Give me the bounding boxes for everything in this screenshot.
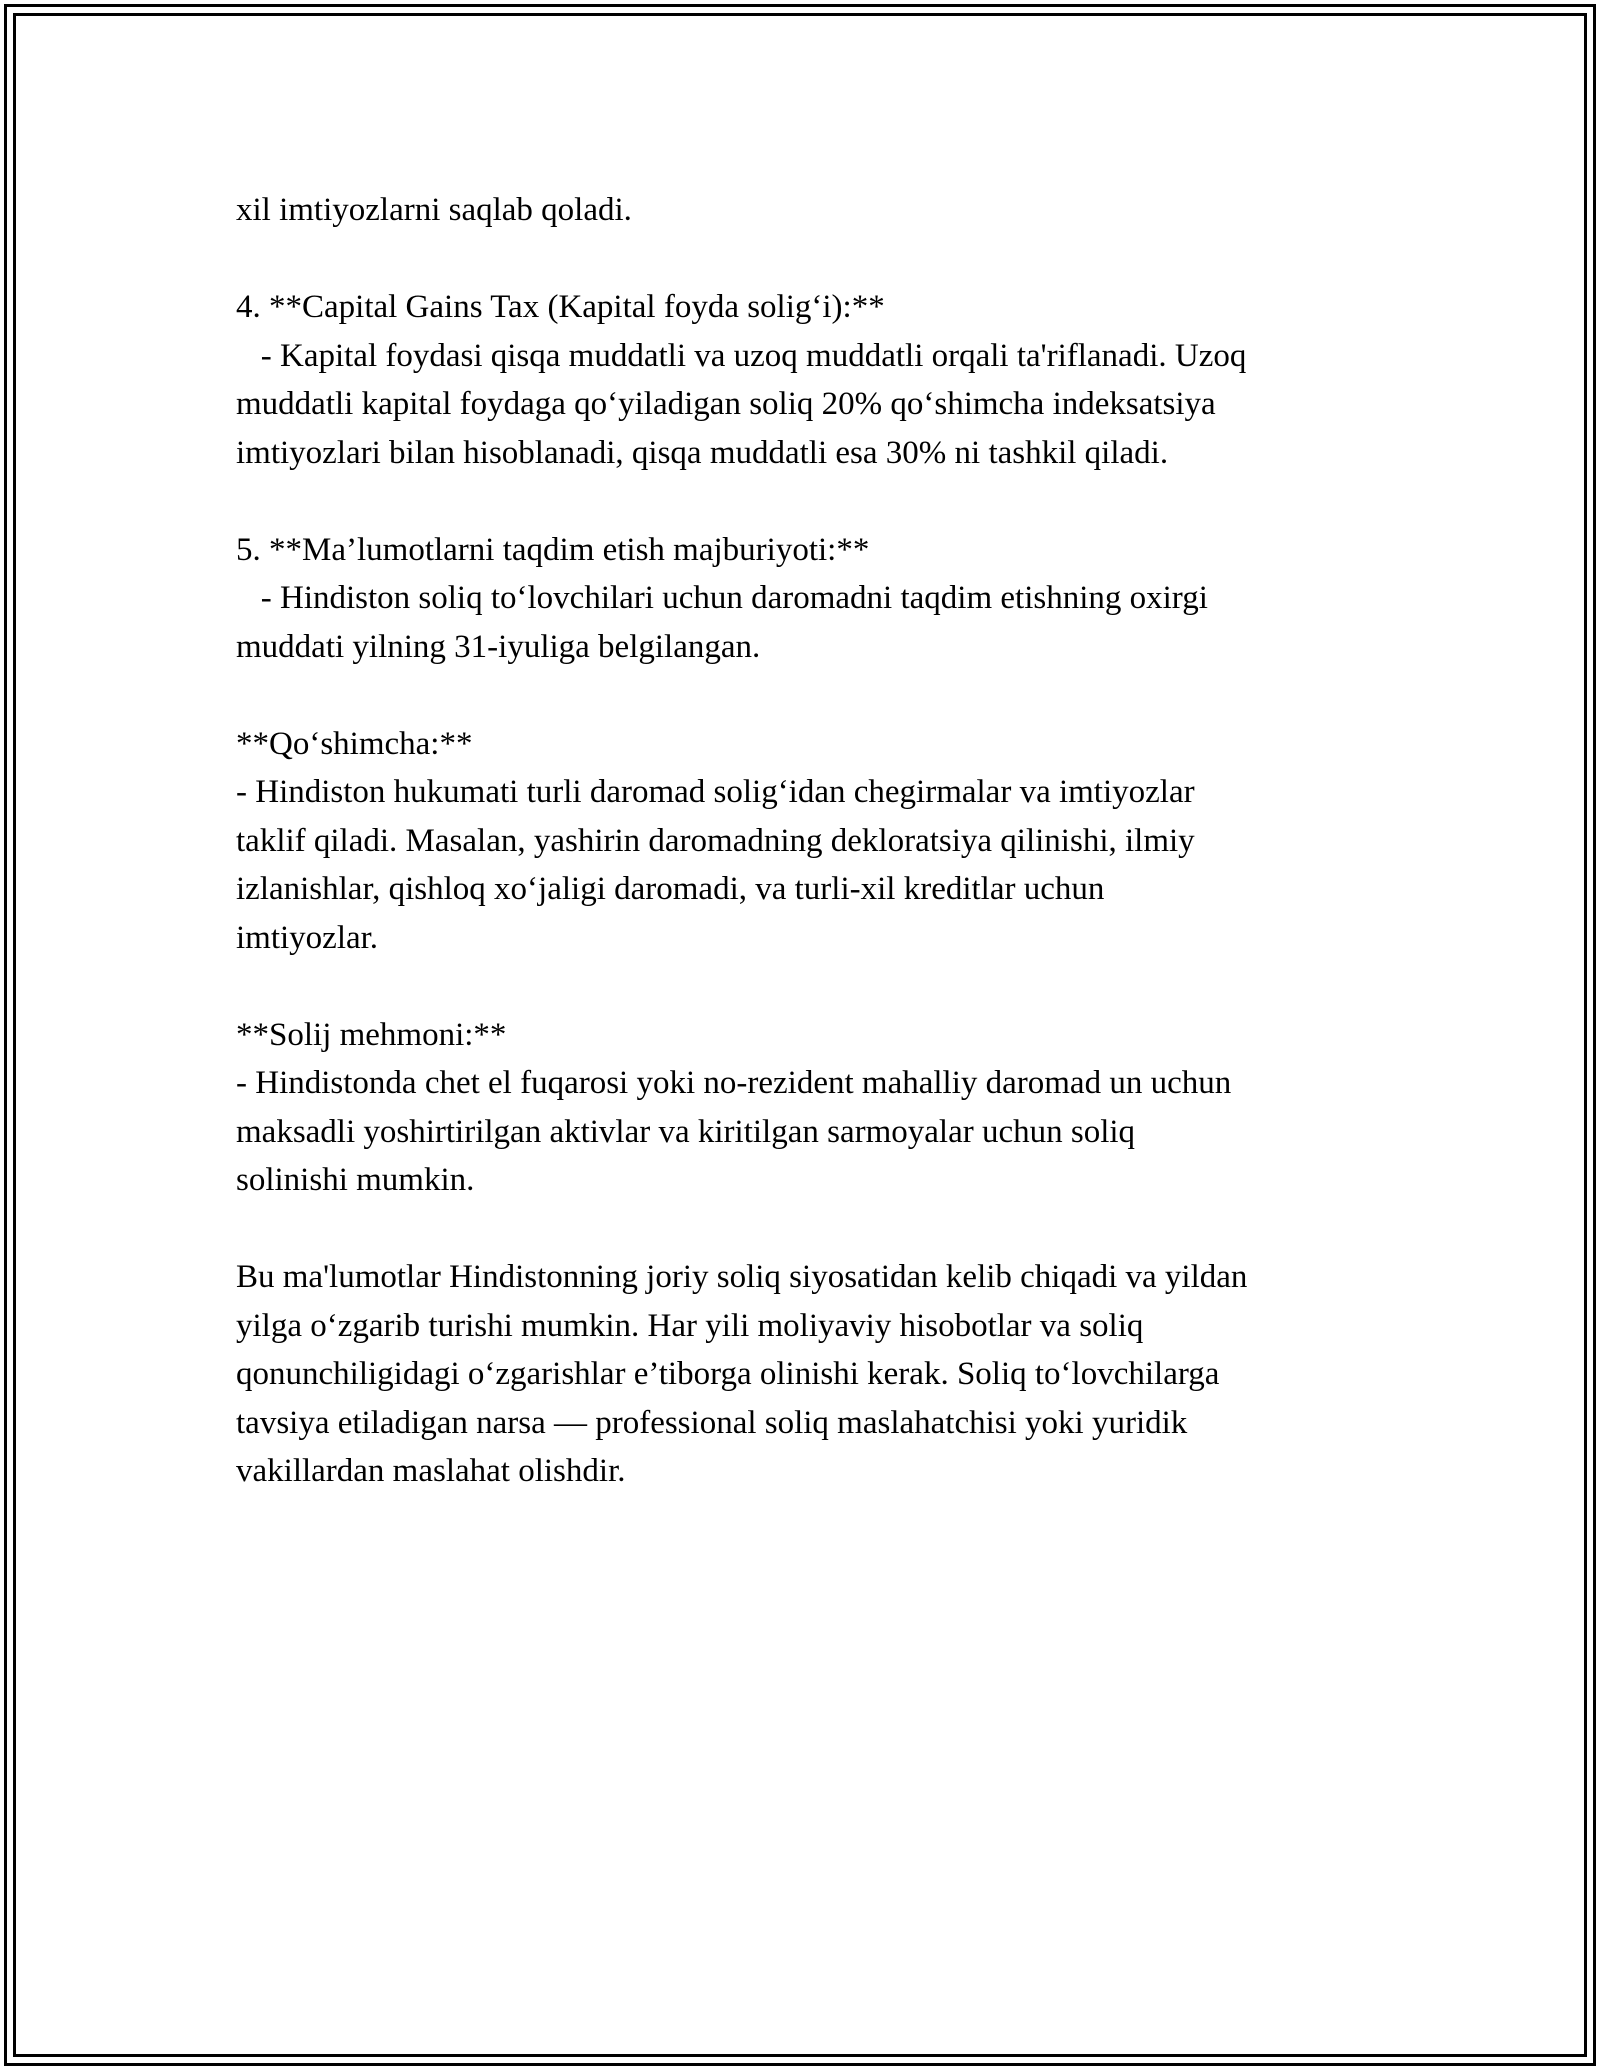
text-line: - Kapital foydasi qisqa muddatli va uzoq muddatli orqali ta'riflanadi. Uzoq [236,337,1247,374]
paragraph-gap [236,1205,1376,1254]
text-line: vakillardan maslahat olishdir. [236,1453,626,1489]
text-line: Bu ma'lumotlar Hindistonning joriy soliq siyosatidan kelib chiqadi va yildan [236,1259,1248,1295]
paragraph-gap [236,477,1376,526]
text-line: solinishi mumkin. [236,1162,475,1198]
section-heading: 5. **Ma’lumotlarni taqdim etish majburiyoti:** [236,531,870,568]
section-qoshimcha [236,720,1376,963]
text-line: taklif qiladi. Masalan, yashirin daromadning dekloratsiya qilinishi, ilmiy [236,822,1195,859]
text-line: yilga o‘zgarib turishi mumkin. Har yili moliyaviy hisobotlar va soliq [236,1307,1144,1344]
paragraph-gap [236,962,1376,1011]
text-line: izlanishlar, qishloq xo‘jaligi daromadi, va turli-xil kreditlar uchun [236,871,1105,907]
section-5-reporting-obligation [236,526,1376,672]
paragraph-gap [236,671,1376,720]
text-line: xil imtiyozlarni saqlab qoladi. [236,192,632,228]
text-line: qonunchiligidagi o‘zgarishlar e’tiborga olinishi kerak. Soliq to‘lovchilarga [236,1356,1220,1392]
paragraph-continuation [236,186,1376,235]
paragraph-conclusion [236,1253,1376,1496]
text-line: muddati yilning 31-iyuliga belgilangan. [236,628,761,665]
section-heading: 4. **Capital Gains Tax (Kapital foyda solig‘i):** [236,289,885,325]
text-line: imtiyozlari bilan hisoblanadi, qisqa muddatli esa 30% ni tashkil qiladi. [236,434,1169,471]
text-line: tavsiya etiladigan narsa — professional soliq maslahatchisi yoki yuridik [236,1404,1188,1441]
section-4-capital-gains-tax [236,283,1376,477]
paragraph-gap [236,235,1376,284]
text-line: maksadli yoshirtirilgan aktivlar va kiritilgan sarmoyalar uchun soliq [236,1113,1136,1150]
text-line: - Hindiston soliq to‘lovchilari uchun daromadni taqdim etishning oxirgi [236,580,1208,616]
text-line: muddatli kapital foydaga qo‘yiladigan soliq 20% qo‘shimcha indeksatsiya [236,386,1216,422]
section-solij-mehmoni [236,1011,1376,1205]
text-line: imtiyozlar. [236,919,379,956]
text-line: - Hindistonda chet el fuqarosi yoki no-rezident mahalliy daromad un uchun [236,1065,1232,1101]
section-heading: **Solij mehmoni:** [236,1016,507,1053]
document-body [236,186,1376,1496]
text-line: - Hindiston hukumati turli daromad solig‘idan chegirmalar va imtiyozlar [236,774,1195,810]
section-heading: **Qo‘shimcha:** [236,725,473,762]
